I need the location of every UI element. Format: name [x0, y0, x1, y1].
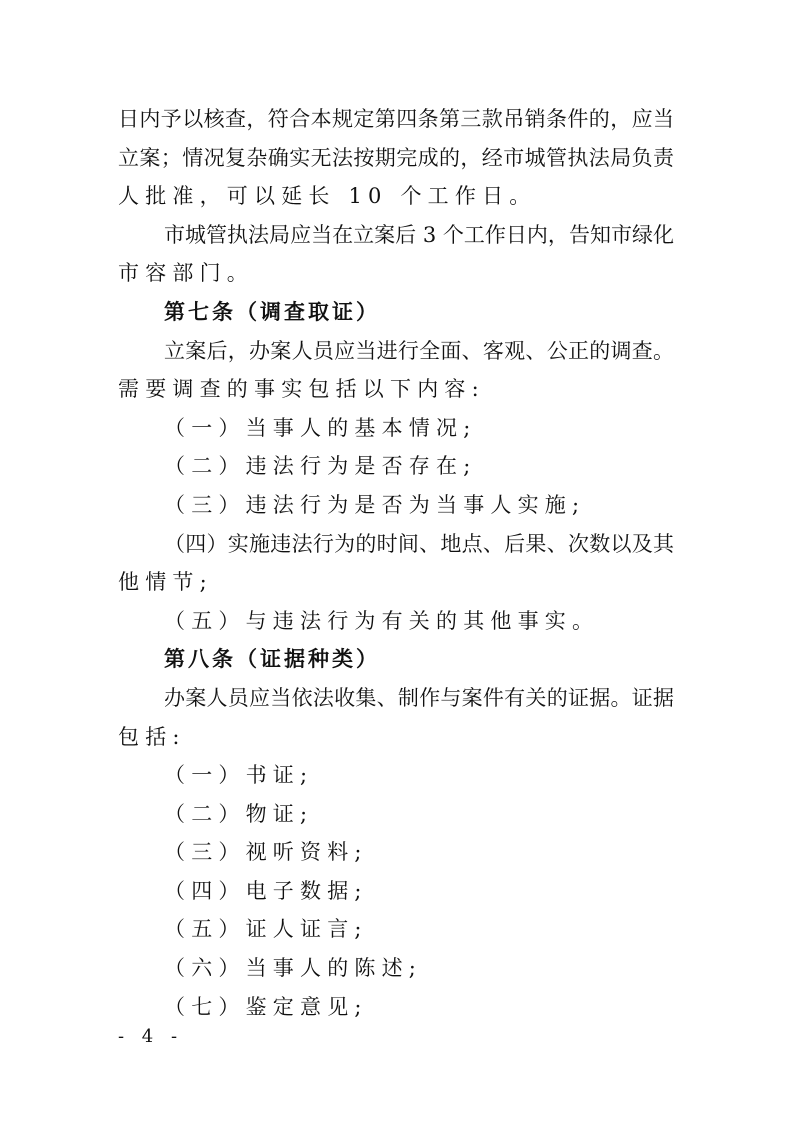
list-item: （三）违法行为是否为当事人实施;	[164, 492, 586, 517]
paragraph-line: 市容部门。	[118, 261, 254, 286]
list-item: （二）违法行为是否存在;	[164, 454, 477, 479]
paragraph-line: 日内予以核查，符合本规定第四条第三款吊销条件的，应当	[118, 107, 674, 131]
paragraph-line: 立案；情况复杂确实无法按期完成的，经市城管执法局负责	[118, 145, 674, 170]
article-7-heading: 第七条（调查取证）	[164, 298, 380, 324]
paragraph-line: 立案后，办案人员应当进行全面、客观、公正的调查。	[164, 338, 674, 363]
document-page	[118, 100, 674, 1026]
paragraph-line: 需要调查的事实包括以下内容:	[118, 377, 485, 402]
paragraph-line: 办案人员应当依法收集、制作与案件有关的证据。证据	[164, 685, 674, 710]
list-item: （四）实施违法行为的时间、地点、后果、次数以及其	[164, 531, 674, 556]
list-item: （二）物证;	[164, 801, 314, 826]
paragraph-line: 包括:	[118, 724, 186, 749]
article-8-heading: 第八条（证据种类）	[164, 646, 380, 672]
list-item: （七）鉴定意见;	[164, 994, 368, 1019]
paragraph-line: 市城管执法局应当在立案后 3 个工作日内，告知市绿化	[164, 222, 674, 247]
paragraph-line: 他情节;	[118, 570, 213, 595]
list-item: （一）书证;	[164, 763, 314, 788]
list-item: （六）当事人的陈述;	[164, 956, 423, 981]
paragraph-line: 人批准，可以延长 10 个工作日。	[118, 184, 537, 209]
list-item: （四）电子数据;	[164, 878, 368, 903]
list-item: （三）视听资料;	[164, 840, 368, 865]
page-number: - 4 -	[118, 1026, 184, 1047]
list-item: （一）当事人的基本情况;	[164, 415, 477, 440]
list-item: （五）与违法行为有关的其他事实。	[164, 608, 600, 633]
list-item: （五）证人证言;	[164, 917, 368, 942]
